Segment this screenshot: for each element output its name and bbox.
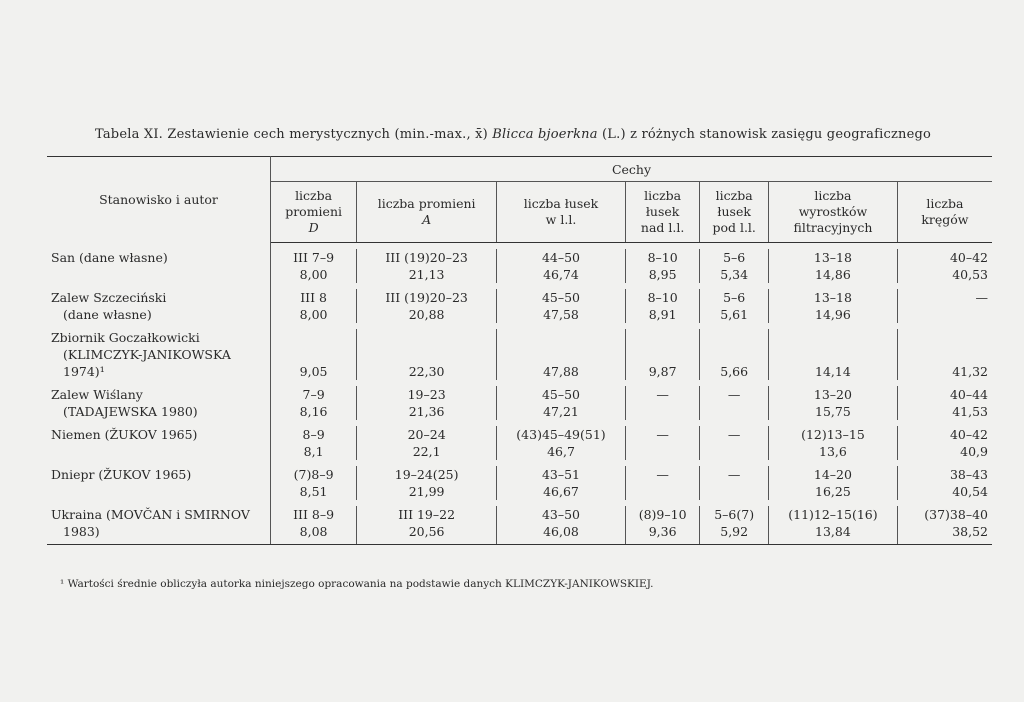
range-value: 19–23 (407, 387, 446, 402)
mean-value: 8,00 (299, 267, 328, 282)
caption-text-before: Zestawienie cech merystycznych (min.-max., x̄) (167, 127, 488, 142)
mean-value: 9,87 (648, 364, 677, 379)
range-value: 5–6 (723, 250, 746, 265)
row-header: Stanowisko i autor (47, 157, 271, 243)
mean-value: 41,32 (952, 364, 988, 379)
meristic-table (47, 156, 992, 545)
value-cell (497, 466, 626, 500)
value-cell (497, 289, 626, 323)
mean-value: 40,53 (952, 267, 988, 282)
caption-label: Tabela XI. (95, 127, 163, 142)
table-row (47, 329, 992, 380)
value-cell (700, 249, 769, 283)
range-value: 8–10 (647, 290, 678, 305)
mean-value: 9,05 (299, 364, 328, 379)
mean-value: 47,88 (543, 364, 579, 379)
column-header-line: A (422, 212, 432, 227)
table-row (47, 506, 992, 545)
range-value: 14–20 (813, 467, 852, 482)
mean-value: 22,1 (412, 444, 441, 459)
value-cell (897, 249, 992, 283)
value-cell (357, 329, 497, 380)
mean-value (704, 483, 764, 500)
range-value (704, 346, 764, 363)
value-cell (625, 466, 699, 500)
value-cell (497, 329, 626, 380)
column-header (897, 182, 992, 243)
range-value: — (656, 467, 669, 482)
mean-value (630, 443, 695, 460)
mean-value: 14,86 (815, 267, 851, 282)
range-value: (8)9–10 (638, 507, 687, 522)
mean-value: 46,74 (543, 267, 579, 282)
mean-value (704, 443, 764, 460)
site-line: 1974)¹ (63, 364, 105, 379)
column-header (769, 182, 898, 243)
column-header-line: promieni (285, 204, 342, 219)
table-row (47, 386, 992, 420)
column-header-line: kręgów (921, 212, 969, 227)
column-header-line: liczba łusek (523, 196, 599, 211)
mean-value: 8,16 (299, 404, 328, 419)
column-header-line: nad l.l. (640, 220, 685, 235)
site-cell (47, 249, 271, 283)
range-value: 8–10 (647, 250, 678, 265)
value-cell (497, 426, 626, 460)
mean-value: 8,51 (299, 484, 328, 499)
mean-value (902, 306, 988, 323)
site-line: (KLIMCZYK-JANIKOWSKA (63, 347, 231, 362)
value-cell (271, 506, 357, 545)
footnote (60, 578, 653, 590)
site-line: (dane własne) (63, 307, 152, 322)
footnote-author: KLIMCZYK-JANIKOWSKIEJ. (505, 578, 654, 590)
value-cell (700, 466, 769, 500)
value-cell (769, 249, 898, 283)
site-line: (TADAJEWSKA 1980) (63, 404, 198, 419)
range-value: 45–50 (541, 290, 581, 305)
mean-value: 46,08 (543, 524, 579, 539)
mean-value: 8,95 (648, 267, 677, 282)
value-cell (897, 386, 992, 420)
caption-text-after: (L.) z różnych stanowisk zasięgu geograficznego (602, 127, 932, 142)
range-value: 19–24(25) (394, 467, 459, 482)
range-value: 40–44 (949, 387, 988, 402)
range-value: (7)8–9 (293, 467, 334, 482)
range-value (902, 346, 988, 363)
range-value: 45–50 (541, 387, 581, 402)
group-header-cechy: Cechy (271, 157, 993, 182)
value-cell (897, 329, 992, 380)
value-cell (769, 426, 898, 460)
value-cell (700, 329, 769, 380)
value-cell (625, 426, 699, 460)
range-value: 43–51 (541, 467, 581, 482)
table-row (47, 289, 992, 323)
column-header-line: filtracyjnych (793, 220, 873, 235)
value-cell (497, 386, 626, 420)
mean-value: 8,91 (648, 307, 677, 322)
value-cell (625, 386, 699, 420)
value-cell (769, 289, 898, 323)
value-cell (897, 289, 992, 323)
column-header-line: liczba (926, 196, 964, 211)
range-value: 40–42 (949, 427, 988, 442)
range-value: 5–6(7) (714, 507, 755, 522)
mean-value: 15,75 (815, 404, 851, 419)
column-header-line: liczba (715, 188, 753, 203)
mean-value: 14,14 (815, 364, 851, 379)
table-row (47, 426, 992, 460)
site-cell (47, 386, 271, 420)
value-cell (625, 289, 699, 323)
value-cell (769, 506, 898, 545)
column-header-line: liczba promieni (377, 196, 476, 211)
site-cell (47, 466, 271, 500)
value-cell (700, 506, 769, 545)
mean-value: 20,56 (408, 524, 445, 539)
mean-value: 20,88 (408, 307, 445, 322)
mean-value: 40,54 (952, 484, 988, 499)
range-value: — (727, 427, 741, 442)
value-cell (357, 289, 497, 323)
range-value (361, 346, 492, 363)
range-value: (11)12–15(16) (788, 507, 878, 522)
column-header-line: liczba (644, 188, 682, 203)
mean-value: 8,00 (299, 307, 328, 322)
range-value (275, 346, 352, 363)
range-value: 44–50 (541, 250, 581, 265)
value-cell (769, 386, 898, 420)
range-value: 7–9 (302, 387, 325, 402)
site-line: 1983) (63, 524, 100, 539)
site-line: Zalew Szczeciński (51, 290, 167, 305)
value-cell (357, 249, 497, 283)
mean-value: 9,36 (648, 524, 677, 539)
table-row (47, 466, 992, 500)
column-header (497, 182, 626, 243)
mean-value (630, 483, 695, 500)
value-cell (769, 466, 898, 500)
value-cell (497, 506, 626, 545)
value-cell (271, 386, 357, 420)
column-header (271, 182, 357, 243)
site-line: Ukraina (MOVČAN i SMIRNOV (51, 507, 250, 522)
site-line: Zalew Wiślany (51, 387, 143, 402)
column-header-line: liczba (814, 188, 852, 203)
range-value: (37)38–40 (924, 507, 988, 522)
table-caption (95, 127, 995, 142)
value-cell (700, 386, 769, 420)
mean-value: 13,84 (815, 524, 851, 539)
range-value (501, 346, 621, 363)
range-value: 43–50 (541, 507, 581, 522)
mean-value: 8,1 (303, 444, 324, 459)
mean-value: 46,7 (547, 444, 575, 459)
range-value (773, 346, 893, 363)
column-header-line: łusek (645, 204, 680, 219)
column-header-line: w l.l. (545, 212, 577, 227)
value-cell (357, 386, 497, 420)
range-value: III 8 (300, 290, 327, 305)
range-value: 13–18 (813, 250, 852, 265)
range-value: (12)13–15 (801, 427, 865, 442)
mean-value: 13,6 (819, 444, 847, 459)
value-cell (271, 426, 357, 460)
mean-value (704, 403, 764, 420)
value-cell (700, 426, 769, 460)
range-value: III 19–22 (398, 507, 456, 522)
mean-value: 5,66 (720, 364, 749, 379)
range-value: 13–20 (813, 387, 852, 402)
value-cell (897, 466, 992, 500)
range-value: III 8–9 (293, 507, 335, 522)
mean-value: 47,21 (543, 404, 579, 419)
column-header-line: D (308, 220, 319, 235)
value-cell (357, 506, 497, 545)
value-cell (897, 506, 992, 545)
range-value: — (975, 290, 988, 305)
site-cell (47, 289, 271, 323)
mean-value: 21,99 (408, 484, 445, 499)
range-value: — (656, 387, 669, 402)
range-value: 8–9 (302, 427, 325, 442)
mean-value: 38,52 (952, 524, 988, 539)
caption-species: Blicca bjoerkna (492, 127, 598, 142)
column-header-line: liczba (295, 188, 333, 203)
value-cell (700, 289, 769, 323)
footnote-text: Wartości średnie obliczyła autorka niniejszego opracowania na podstawie danych (67, 578, 502, 590)
column-header (625, 182, 699, 243)
table-row (47, 249, 992, 283)
column-header-line: pod l.l. (712, 220, 756, 235)
mean-value: 14,96 (815, 307, 851, 322)
value-cell (271, 249, 357, 283)
value-cell (357, 426, 497, 460)
value-cell (625, 329, 699, 380)
value-cell (497, 249, 626, 283)
value-cell (271, 329, 357, 380)
range-value: — (727, 467, 741, 482)
value-cell (897, 426, 992, 460)
range-value: — (656, 427, 669, 442)
range-value (630, 346, 695, 363)
mean-value: 22,30 (408, 364, 445, 379)
range-value: (43)45–49(51) (516, 427, 606, 442)
mean-value: 16,25 (815, 484, 851, 499)
column-header-line: łusek (717, 204, 751, 219)
site-line: Zbiornik Goczałkowicki (51, 330, 200, 345)
column-header-line: wyrostków (798, 204, 868, 219)
mean-value: 5,61 (720, 307, 749, 322)
value-cell (769, 329, 898, 380)
site-line: Niemen (ŽUKOV 1965) (51, 427, 198, 442)
mean-value: 46,67 (543, 484, 579, 499)
site-line: Dniepr (ŽUKOV 1965) (51, 467, 192, 482)
mean-value: 40,9 (960, 444, 988, 459)
range-value: 13–18 (813, 290, 852, 305)
range-value: III (19)20–23 (385, 290, 468, 305)
mean-value (630, 403, 695, 420)
value-cell (357, 466, 497, 500)
column-header (700, 182, 769, 243)
value-cell (625, 249, 699, 283)
range-value: 40–42 (949, 250, 988, 265)
mean-value: 5,92 (720, 524, 749, 539)
site-line: San (dane własne) (51, 250, 168, 265)
mean-value: 21,36 (408, 404, 445, 419)
value-cell (625, 506, 699, 545)
mean-value: 47,58 (543, 307, 579, 322)
site-cell (47, 329, 271, 380)
range-value: III 7–9 (293, 250, 335, 265)
range-value: — (727, 387, 741, 402)
mean-value: 41,53 (952, 404, 988, 419)
range-value: 38–43 (949, 467, 988, 482)
site-cell (47, 426, 271, 460)
value-cell (271, 289, 357, 323)
range-value: 20–24 (407, 427, 446, 442)
footnote-mark: ¹ (60, 578, 65, 590)
column-header (357, 182, 497, 243)
range-value: III (19)20–23 (385, 250, 468, 265)
mean-value: 5,34 (720, 267, 749, 282)
mean-value: 8,08 (299, 524, 328, 539)
range-value: 5–6 (723, 290, 746, 305)
mean-value: 21,13 (408, 267, 445, 282)
site-cell (47, 506, 271, 545)
value-cell (271, 466, 357, 500)
